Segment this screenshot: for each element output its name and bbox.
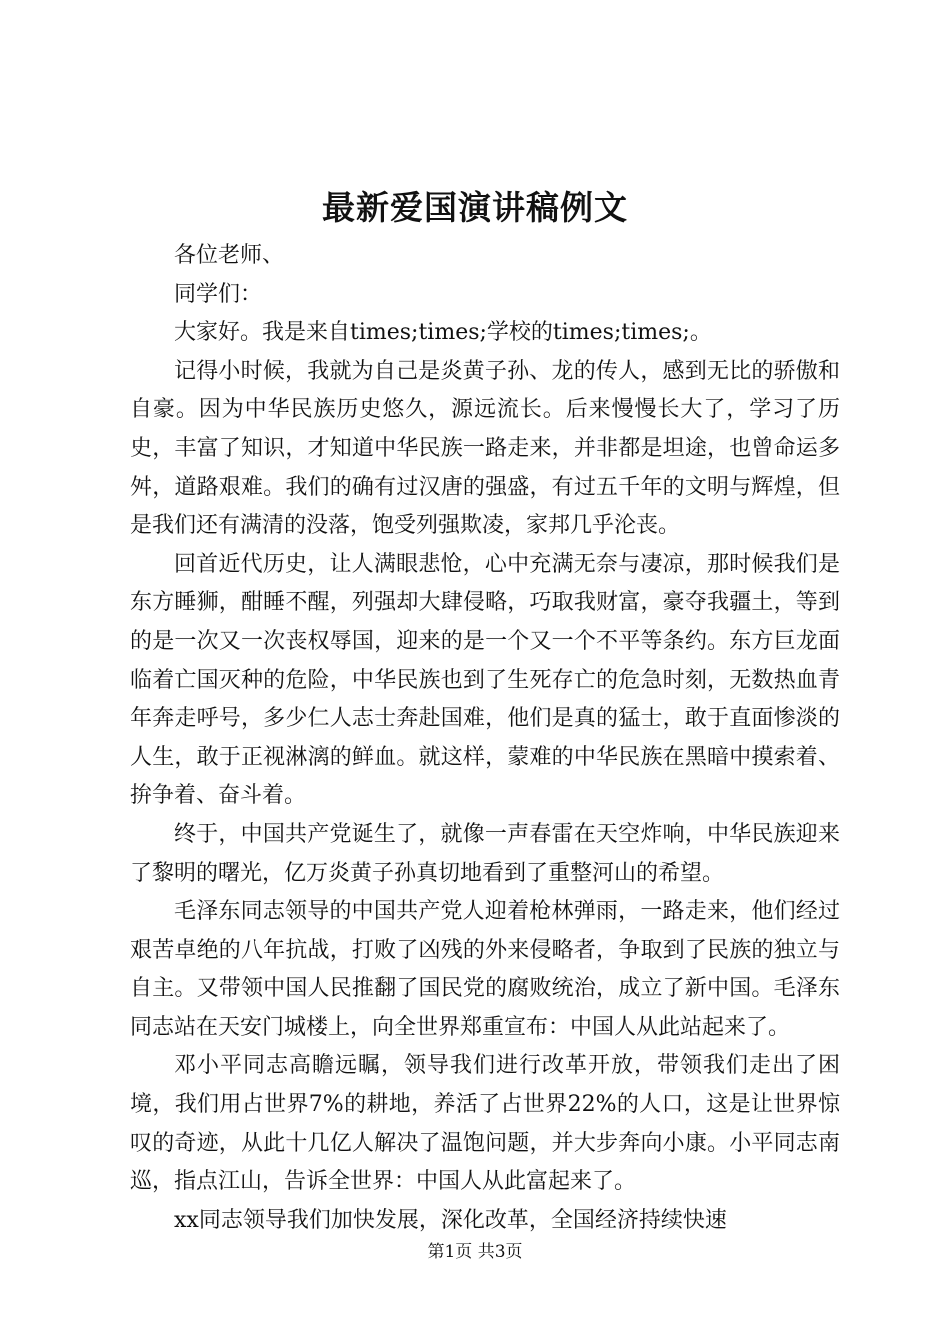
- body-paragraph: xx同志领导我们加快发展，深化改革，全国经济持续快速: [174, 1207, 727, 1233]
- page-number-footer: 第1页 共3页: [427, 1242, 523, 1262]
- salutation-students: 同学们：: [174, 281, 263, 307]
- body-paragraph: 记得小时候，我就为自己是炎黄子孙、龙的传人，感到无比的骄傲和自豪。因为中华民族历史悠久，源远流长。后来慢慢长大了，学习了历史，丰富了知识，才知道中华民族一路走来，并非都是坦途，也曾命运多舛，道路艰难。我们的确有过汉唐的强盛，有过五千年的文明与辉煌，但是我们还有满清的没落，饱受列强欺凌，家邦几乎沦丧。: [130, 358, 840, 539]
- greeting-paragraph: 大家好。我是来自times;times;学校的times;times;。: [174, 320, 712, 346]
- body-paragraph: 邓小平同志高瞻远瞩，领导我们进行改革开放，带领我们走出了困境，我们用占世界7%的耕地，养活了占世界22%的人口，这是让世界惊叹的奇迹，从此十几亿人解决了温饱问题，并大步奔向小康。小平同志南巡，指点江山，告诉全世界：中国人从此富起来了。: [130, 1053, 840, 1195]
- body-paragraph: 回首近代历史，让人满眼悲怆，心中充满无奈与凄凉，那时候我们是东方睡狮，酣睡不醒，列强却大肆侵略，巧取我财富，豪夺我疆土，等到的是一次又一次丧权辱国，迎来的是一个又一个不平等条约。东方巨龙面临着亡国灭种的危险，中华民族也到了生死存亡的危急时刻，无数热血青年奔走呼号，多少仁人志士奔赴国难，他们是真的猛士，敢于直面惨淡的人生，敢于正视淋漓的鲜血。就这样，蒙难的中华民族在黑暗中摸索着、拚争着、奋斗着。: [130, 551, 840, 809]
- body-paragraph: 毛泽东同志领导的中国共产党人迎着枪林弹雨，一路走来，他们经过艰苦卓绝的八年抗战，打败了凶残的外来侵略者，争取到了民族的独立与自主。又带领中国人民推翻了国民党的腐败统治，成立了新中国。毛泽东同志站在天安门城楼上，向全世界郑重宣布：中国人从此站起来了。: [130, 899, 840, 1040]
- document-body: [130, 237, 840, 1240]
- salutation-teachers: 各位老师、: [174, 243, 285, 268]
- body-paragraph: 终于，中国共产党诞生了，就像一声春雷在天空炸响，中华民族迎来了黎明的曙光，亿万炎黄子孙真切地看到了重整河山的希望。: [130, 821, 840, 886]
- document-title: 最新爱国演讲稿例文: [322, 188, 628, 227]
